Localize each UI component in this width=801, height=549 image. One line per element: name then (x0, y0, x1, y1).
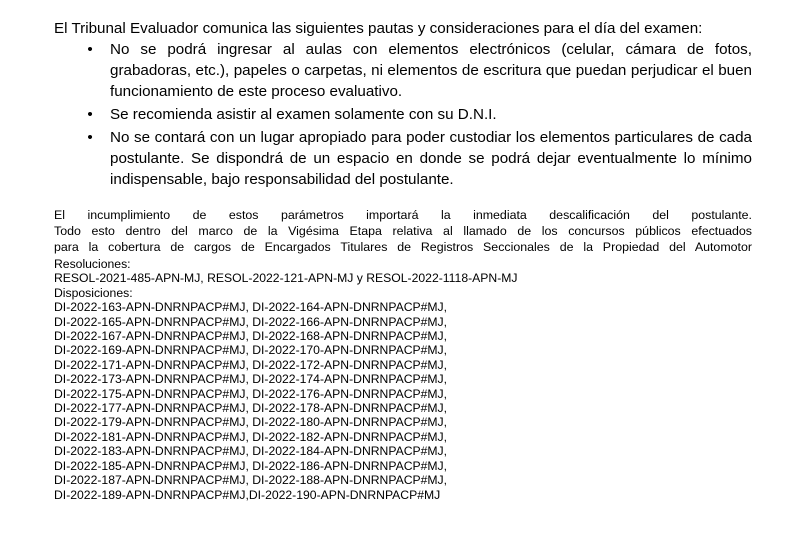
guideline-text: No se podrá ingresar al aulas con elementos electrónicos (celular, cámara de fotos, grabadoras, etc.), papeles o carpetas, ni elementos de escritura que puedan perjudicar el buen funcionamiento de este proceso evaluativo. (110, 41, 752, 100)
guideline-text: No se contará con un lugar apropiado para poder custodiar los elementos particulares de cada postulante. Se dispondrá de un espacio en donde se podrá dejar eventualmente lo mínimo indispensable, bajo responsabilidad del postulante. (110, 129, 752, 188)
bullet-icon: • (87, 41, 93, 58)
intro-paragraph: El Tribunal Evaluador comunica las siguientes pautas y consideraciones para el día del examen: (54, 20, 703, 37)
resoluciones-label: Resoluciones: (54, 257, 131, 271)
disposicion-line: DI-2022-185-APN-DNRNPACP#MJ, DI-2022-186-APN-DNRNPACP#MJ, (54, 458, 448, 473)
notice-line: Todo esto dentro del marco de la Vigésima Etapa relativa al llamado de los concursos públicos efectuados (54, 224, 752, 238)
disposiciones-label: Disposiciones: (54, 285, 133, 300)
disposicion-line: DI-2022-165-APN-DNRNPACP#MJ, DI-2022-166-APN-DNRNPACP#MJ, (54, 314, 448, 329)
disposicion-line: DI-2022-171-APN-DNRNPACP#MJ, DI-2022-172-APN-DNRNPACP#MJ, (54, 357, 448, 372)
resoluciones-text: RESOL-2021-485-APN-MJ, RESOL-2022-121-APN-MJ y RESOL-2022-1118-APN-MJ (54, 271, 518, 286)
guideline-text: Se recomienda asistir al examen solamente con su D.N.I. (110, 106, 497, 123)
notice-line: para la cobertura de cargos de Encargados Titulares de Registros Seccionales de la Propiedad del Automotor (54, 240, 752, 254)
guidelines-list (54, 39, 752, 190)
notice-line: El incumplimiento de estos parámetros importará la inmediata descalificación del postulante. (54, 208, 752, 222)
guideline-item (54, 127, 752, 190)
disposicion-line: DI-2022-181-APN-DNRNPACP#MJ, DI-2022-182-APN-DNRNPACP#MJ, (54, 429, 448, 444)
disposicion-line: DI-2022-183-APN-DNRNPACP#MJ, DI-2022-184-APN-DNRNPACP#MJ, (54, 444, 448, 459)
disposicion-line: DI-2022-169-APN-DNRNPACP#MJ, DI-2022-170-APN-DNRNPACP#MJ, (54, 343, 448, 358)
bullet-icon: • (87, 129, 93, 146)
disposicion-line: DI-2022-167-APN-DNRNPACP#MJ, DI-2022-168-APN-DNRNPACP#MJ, (54, 329, 448, 344)
disposicion-line: DI-2022-177-APN-DNRNPACP#MJ, DI-2022-178-APN-DNRNPACP#MJ, (54, 401, 448, 416)
guideline-item (54, 39, 752, 102)
bullet-icon: • (87, 106, 93, 123)
disposicion-line: DI-2022-163-APN-DNRNPACP#MJ, DI-2022-164-APN-DNRNPACP#MJ, (54, 300, 448, 315)
disposicion-line: DI-2022-175-APN-DNRNPACP#MJ, DI-2022-176-APN-DNRNPACP#MJ, (54, 386, 448, 401)
guideline-item (54, 104, 752, 125)
notice-paragraph (54, 207, 752, 255)
disposicion-line: DI-2022-179-APN-DNRNPACP#MJ, DI-2022-180-APN-DNRNPACP#MJ, (54, 415, 448, 430)
document-body (54, 18, 752, 502)
disposicion-line: DI-2022-187-APN-DNRNPACP#MJ, DI-2022-188-APN-DNRNPACP#MJ, (54, 473, 448, 488)
references-block (54, 257, 752, 502)
disposicion-line: DI-2022-189-APN-DNRNPACP#MJ,DI-2022-190-APN-DNRNPACP#MJ (54, 487, 441, 502)
disposicion-line: DI-2022-173-APN-DNRNPACP#MJ, DI-2022-174-APN-DNRNPACP#MJ, (54, 372, 448, 387)
